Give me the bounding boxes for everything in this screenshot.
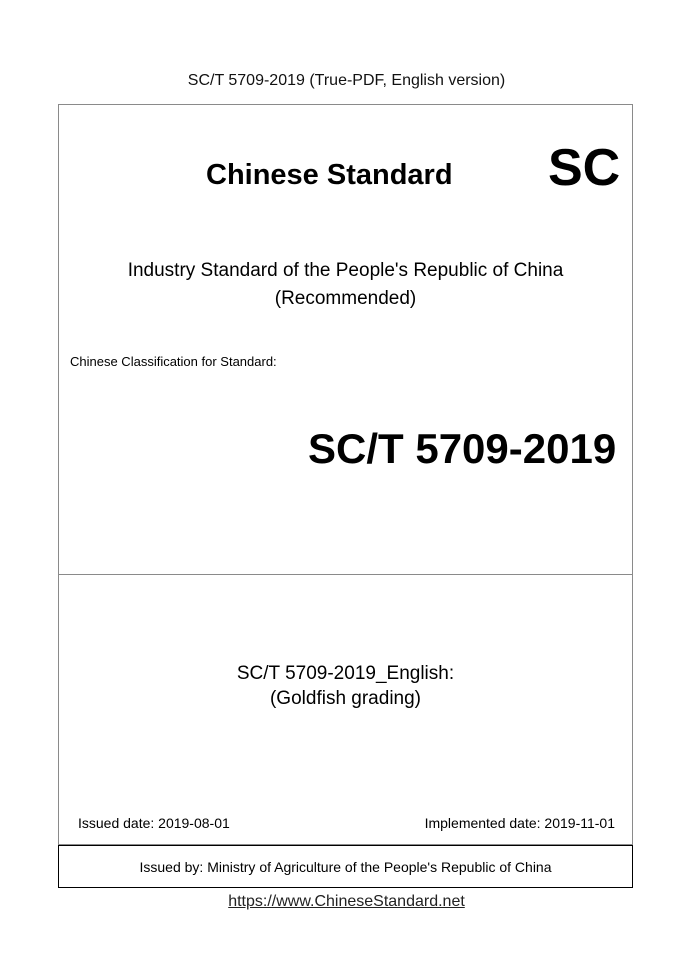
subtitle-line-1: Industry Standard of the People's Republic of China [127, 260, 564, 281]
standard-category-mark: SC [548, 139, 621, 197]
issuer-box [58, 845, 633, 888]
standard-code: SC/T 5709-2019 [308, 425, 617, 472]
issuer-text: Issued by: Ministry of Agriculture of the People's Republic of China [139, 859, 552, 875]
page-header-title: SC/T 5709-2019 (True-PDF, English version) [187, 72, 506, 89]
cover-title: Chinese Standard [206, 159, 453, 191]
website-link[interactable]: https://www.ChineseStandard.net [228, 893, 465, 910]
classification-label: Chinese Classification for Standard: [70, 354, 277, 369]
issued-date: Issued date: 2019-08-01 [78, 815, 230, 831]
cover-divider [58, 574, 633, 575]
document-name-line-1: SC/T 5709-2019_English: [236, 663, 455, 684]
subtitle-line-2: (Recommended) [274, 288, 417, 309]
document-name-line-2: (Goldfish grading) [269, 688, 422, 709]
implemented-date: Implemented date: 2019-11-01 [424, 815, 615, 831]
